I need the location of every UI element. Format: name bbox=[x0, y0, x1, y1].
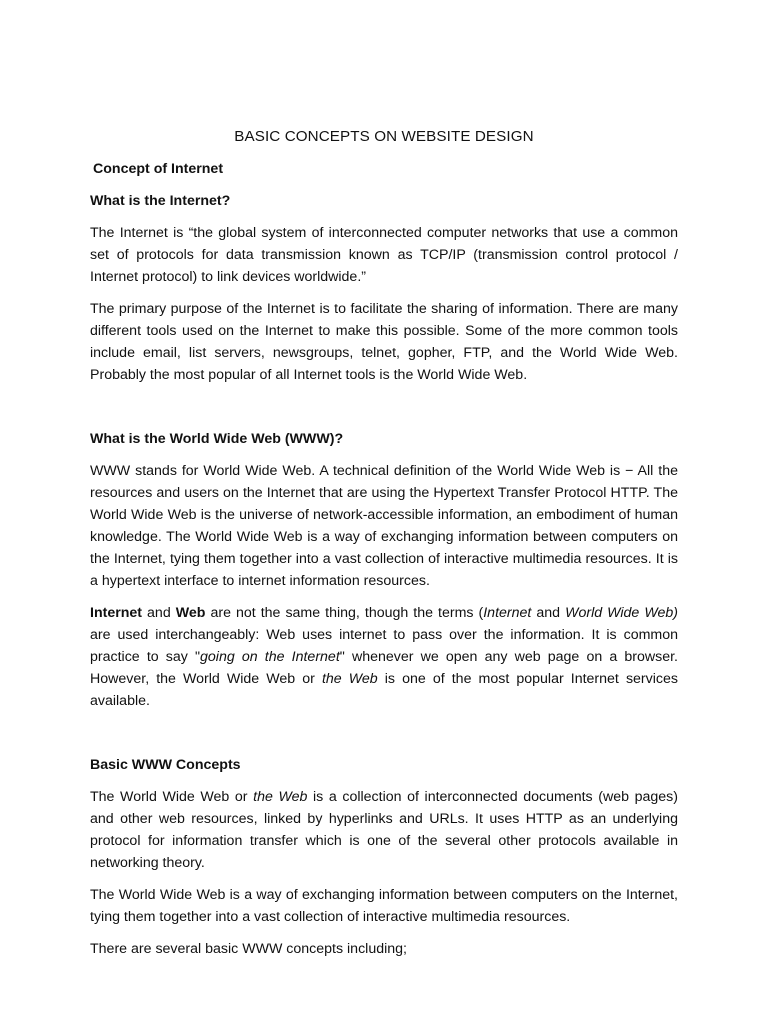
paragraph-internet-vs-web bbox=[90, 602, 678, 712]
bold-term-internet: Internet bbox=[90, 605, 143, 621]
italic-term-internet: Internet bbox=[483, 605, 532, 621]
paragraph-web-collection bbox=[90, 786, 678, 874]
text-run: are not the same thing, though the terms ( bbox=[205, 605, 484, 621]
text-run: are used interchangeably: Web uses internet to pass over the information. It is common practice to say " bbox=[90, 627, 678, 665]
paragraph-web-exchanging-information: The World Wide Web is a way of exchanging information between computers on the Internet, tying them together into a vast collection of interactive multimedia resources. bbox=[90, 887, 678, 925]
paragraph-internet-definition: The Internet is “the global system of interconnected computer networks that use a common set of protocols for data transmission known as TCP/IP (transmission control protocol / Internet protocol) to link devices worldwide.” bbox=[90, 225, 678, 285]
italic-term-the-web: the Web bbox=[321, 671, 378, 687]
italic-term-world-wide-web: World Wide Web) bbox=[565, 605, 678, 621]
paragraph-several-concepts: There are several basic WWW concepts including; bbox=[90, 941, 407, 957]
spacer bbox=[90, 722, 678, 754]
spacer bbox=[90, 396, 678, 428]
question-heading-what-is-www: What is the World Wide Web (WWW)? bbox=[90, 431, 344, 447]
section-heading-basic-www-concepts: Basic WWW Concepts bbox=[90, 757, 241, 773]
bold-term-web: Web bbox=[175, 605, 206, 621]
text-run: is one of the most popular Internet services available. bbox=[90, 671, 678, 709]
italic-phrase-going-on-internet: going on the Internet bbox=[200, 649, 340, 665]
section-heading-concept-of-internet: Concept of Internet bbox=[93, 161, 224, 177]
text-run: and bbox=[531, 605, 566, 621]
paragraph-internet-purpose: The primary purpose of the Internet is to facilitate the sharing of information. There are many different tools used on the Internet to make this possible. Some of the more common tools include email, list servers, newsgroups, telnet, gopher, FTP, and the World Wide Web. Probably the most popular of all Internet tools is the World Wide Web. bbox=[90, 301, 678, 383]
text-run: " whenever we open any web page on a browser. However, the World Wide Web or bbox=[90, 649, 679, 687]
italic-term-the-web: the Web bbox=[253, 789, 308, 805]
paragraph-www-definition: WWW stands for World Wide Web. A technical definition of the World Wide Web is − All the resources and users on the Internet that are using the Hypertext Transfer Protocol HTTP. The World Wide Web is the universe of network-accessible information, an embodiment of human knowledge. The World Wide Web is a way of exchanging information between computers on the Internet, tying them together into a vast collection of interactive multimedia resources. It is a hypertext interface to internet information resources. bbox=[90, 463, 678, 589]
text-run: is a collection of interconnected documents (web pages) and other web resources, linked by hyperlinks and URLs. It uses HTTP as an underlying protocol for information transfer which is one of the several other protocols available in networking theory. bbox=[90, 789, 678, 871]
text-run: The World Wide Web or bbox=[90, 789, 254, 805]
document-title: BASIC CONCEPTS ON WEBSITE DESIGN bbox=[234, 128, 534, 145]
text-run: and bbox=[142, 605, 176, 621]
document-body bbox=[90, 126, 678, 970]
question-heading-what-is-internet: What is the Internet? bbox=[90, 193, 231, 209]
